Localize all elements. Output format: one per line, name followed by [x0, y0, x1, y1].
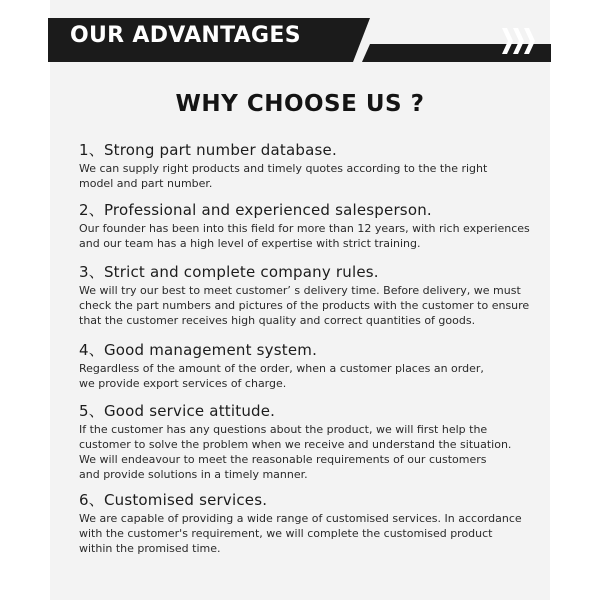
advantage-heading: 1、Strong part number database. — [79, 141, 337, 159]
advantage-text-line: Our founder has been into this field for more than 12 years, with rich experiences — [79, 222, 530, 235]
banner — [48, 18, 551, 62]
advantage-text-line: that the customer receives high quality and correct quantities of goods. — [79, 314, 476, 327]
advantage-text-line: model and part number. — [79, 177, 213, 190]
page-title: WHY CHOOSE US ? — [175, 91, 425, 117]
advantage-item — [79, 141, 529, 191]
advantage-body — [79, 511, 529, 556]
advantage-text-line: within the promised time. — [79, 542, 221, 555]
advantage-item — [79, 341, 529, 391]
advantage-body — [79, 161, 529, 191]
advantage-body — [79, 422, 529, 482]
advantage-heading: 4、Good management system. — [79, 341, 318, 359]
advantage-text-line: Regardless of the amount of the order, when a customer places an order, — [79, 362, 484, 375]
advantage-item — [79, 491, 529, 556]
advantage-text-line: We can supply right products and timely quotes according to the the right — [79, 162, 488, 175]
advantage-text-line: We will endeavour to meet the reasonable requirements of our customers — [79, 453, 487, 466]
advantage-text-line: check the part numbers and pictures of the products with the customer to ensure — [79, 299, 530, 312]
advantage-text-line: We are capable of providing a wide range of customised services. In accordance — [79, 512, 522, 525]
chevron-right-icon — [502, 28, 542, 54]
advantage-heading: 5、Good service attitude. — [79, 402, 276, 420]
advantage-text-line: We will try our best to meet customer’ s delivery time. Before delivery, we must — [79, 284, 521, 297]
advantage-text-line: If the customer has any questions about the product, we will first help the — [79, 423, 488, 436]
advantage-body — [79, 361, 529, 391]
advantage-heading: 6、Customised services. — [79, 491, 268, 509]
advantage-heading: 3、Strict and complete company rules. — [79, 263, 379, 281]
advantage-text-line: and provide solutions in a timely manner. — [79, 468, 308, 481]
advantage-item — [79, 201, 529, 251]
advantage-body — [79, 283, 529, 328]
advantage-heading: 2、Professional and experienced salesperson. — [79, 201, 432, 219]
advantage-item — [79, 263, 529, 328]
advantage-body — [79, 221, 529, 251]
advantage-text-line: we provide export services of charge. — [79, 377, 287, 390]
advantage-text-line: customer to solve the problem when we receive and understand the situation. — [79, 438, 512, 451]
advantage-text-line: with the customer's requirement, we will complete the customised product — [79, 527, 493, 540]
advantage-text-line: and our team has a high level of expertise with strict training. — [79, 237, 421, 250]
banner-title: OUR ADVANTAGES — [70, 23, 301, 48]
advantage-item — [79, 402, 529, 482]
